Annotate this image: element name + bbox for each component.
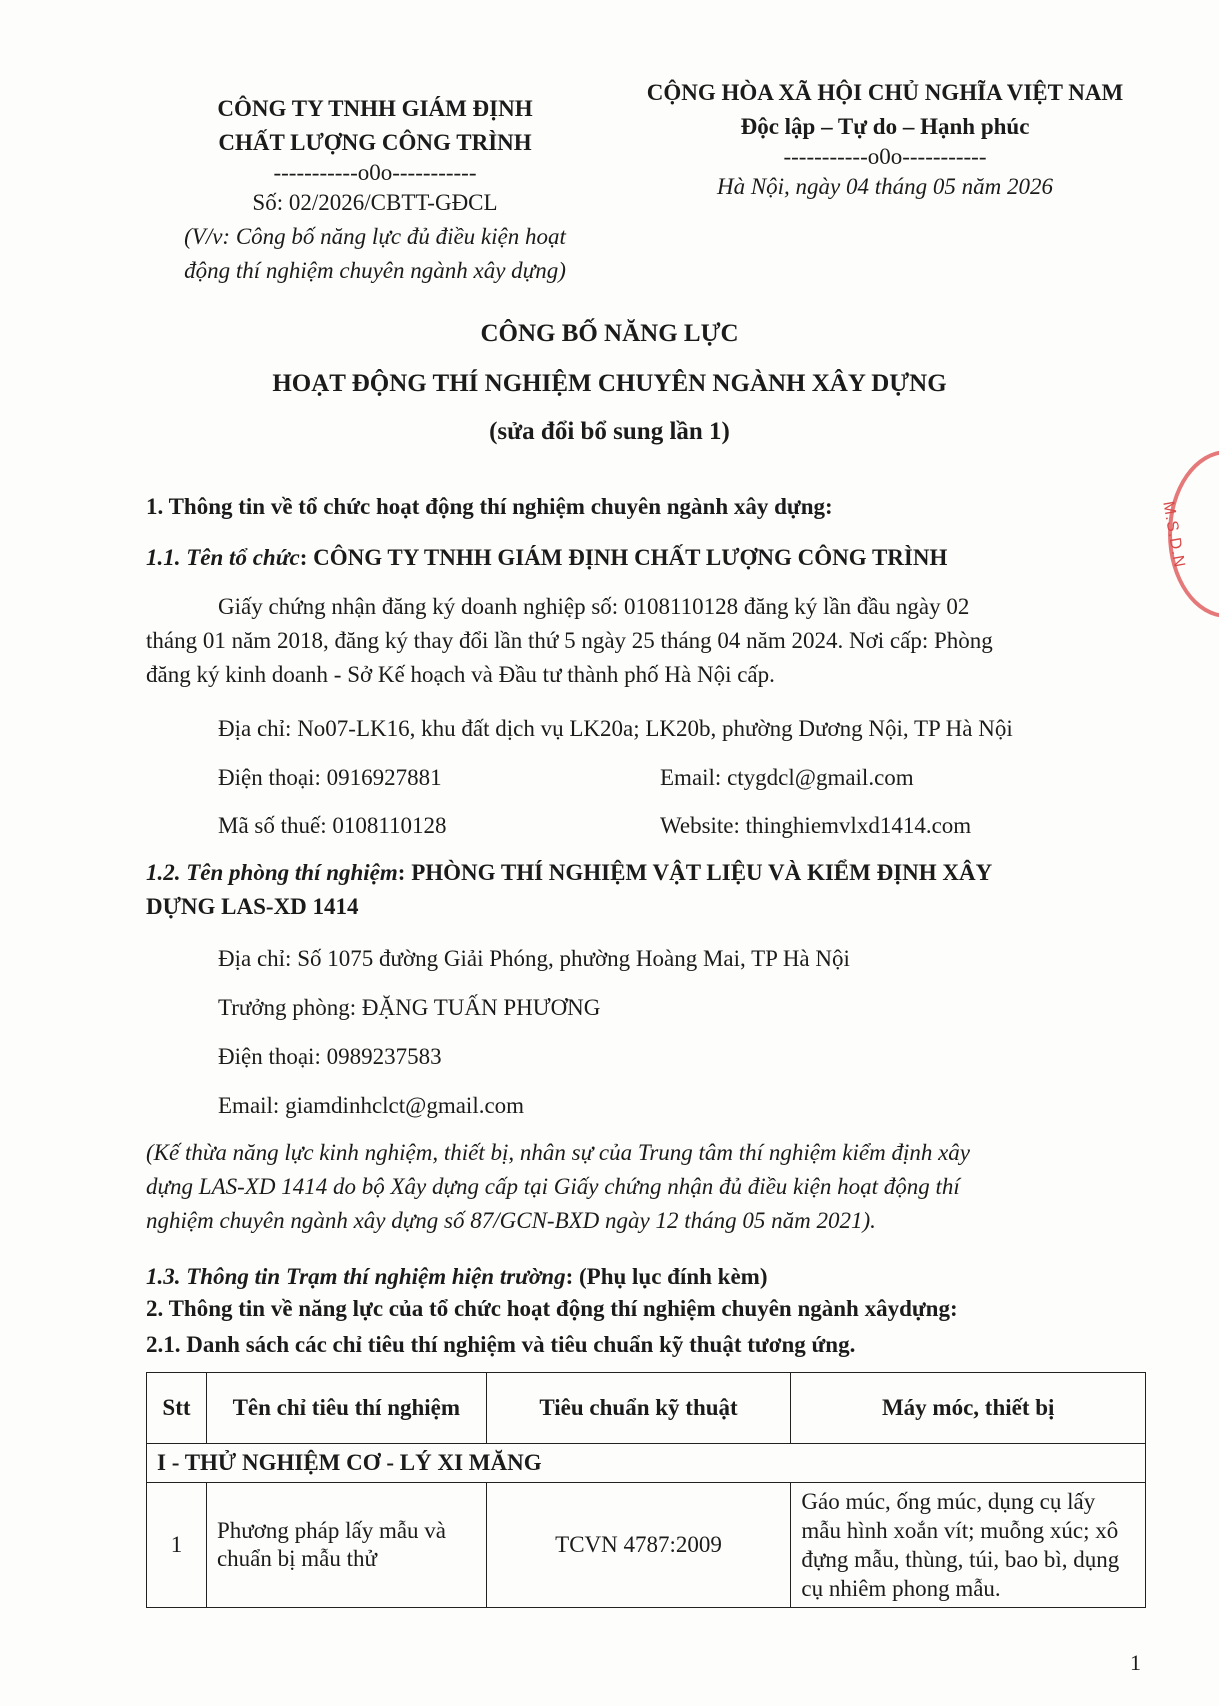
- inheritance-note: [146, 1136, 1138, 1238]
- issuer-block: [140, 92, 610, 288]
- registration-line2: tháng 01 năm 2018, đăng ký thay đổi lần thứ 5 ngày 25 tháng 04 năm 2024. Nơi cấp: Phòng: [146, 628, 993, 653]
- lab-name-block: [146, 856, 1146, 924]
- inherit-line2: dựng LAS-XD 1414 do bộ Xây dựng cấp tại Giấy chứng nhận đủ điều kiện hoạt động thí: [146, 1174, 960, 1199]
- row-test-name: Phương pháp lấy mẫu và chuẩn bị mẫu thử: [206, 1483, 486, 1608]
- org-phone: Điện thoại: 0916927881: [218, 765, 442, 790]
- doc-title-line1: CÔNG BỐ NĂNG LỰC: [480, 320, 739, 347]
- issue-date: Hà Nội, ngày 04 tháng 05 năm 2026: [716, 174, 1054, 199]
- org-website: Website: thinghiemvlxd1414.com: [660, 813, 972, 838]
- motto: Độc lập – Tự do – Hạnh phúc: [740, 114, 1030, 139]
- station-value: : (Phụ lục đính kèm): [565, 1264, 768, 1289]
- lab-name-line1: : PHÒNG THÍ NGHIỆM VẬT LIỆU VÀ KIỂM ĐỊNH XÂY: [397, 860, 993, 885]
- nation-block: [610, 76, 1160, 204]
- row-equipment: Gáo múc, ống múc, dụng cụ lấy mẫu hình xoắn vít; muỗng xúc; xô đựng mẫu, thùng, túi, bao bì, dụng cụ nhiêm phong mẫu.: [791, 1483, 1146, 1608]
- doc-number: Số: 02/2026/CBTT-GĐCL: [252, 190, 498, 215]
- company-name-line1: CÔNG TY TNHH GIÁM ĐỊNH: [217, 96, 533, 121]
- registration-line1: Giấy chứng nhận đăng ký doanh nghiệp số: 0108110128 đăng ký lần đầu ngày 02: [218, 594, 970, 619]
- table-header-row: [147, 1373, 1146, 1444]
- section2-subheading: 2.1. Danh sách các chỉ tiêu thí nghiệm và tiêu chuẩn kỹ thuật tương ứng.: [146, 1332, 856, 1357]
- org-name-line: [146, 541, 947, 575]
- row-standard: TCVN 4787:2009: [486, 1483, 791, 1608]
- lab-phone: Điện thoại: 0989237583: [218, 1044, 442, 1069]
- org-name: : CÔNG TY TNHH GIÁM ĐỊNH CHẤT LƯỢNG CÔNG TRÌNH: [299, 545, 948, 570]
- company-name-line2: CHẤT LƯỢNG CÔNG TRÌNH: [218, 130, 532, 155]
- seal-text: M.S.D.N: [1159, 500, 1188, 570]
- page-number: 1: [1130, 1650, 1141, 1675]
- org-label: 1.1. Tên tổ chức: [146, 545, 300, 570]
- col-header-test-name: Tên chỉ tiêu thí nghiệm: [206, 1373, 486, 1444]
- doc-title-line3: (sửa đổi bổ sung lần 1): [489, 418, 730, 445]
- subject-line2: động thí nghiệm chuyên ngành xây dựng): [184, 258, 566, 283]
- doc-title-line2: HOẠT ĐỘNG THÍ NGHIỆM CHUYÊN NGÀNH XÂY DỰNG: [272, 370, 947, 397]
- inherit-line3: nghiệm chuyên ngành xây dựng số 87/GCN-BXD ngày 12 tháng 05 năm 2021).: [146, 1208, 876, 1233]
- station-line: [146, 1260, 768, 1294]
- station-label: 1.3. Thông tin Trạm thí nghiệm hiện trường: [146, 1264, 566, 1289]
- col-header-stt: Stt: [147, 1373, 207, 1444]
- lab-email: Email: giamdinhclct@gmail.com: [218, 1093, 525, 1118]
- section1-heading: 1. Thông tin về tổ chức hoạt động thí nghiệm chuyên ngành xây dựng:: [146, 494, 833, 519]
- lab-name-line2: DỰNG LAS-XD 1414: [146, 894, 359, 919]
- inherit-line1: (Kế thừa năng lực kinh nghiệm, thiết bị, nhân sự của Trung tâm thí nghiệm kiểm định xây: [146, 1140, 971, 1165]
- col-header-standard: Tiêu chuẩn kỹ thuật: [486, 1373, 791, 1444]
- table-group-row: [147, 1444, 1146, 1483]
- section2-heading: 2. Thông tin về năng lực của tổ chức hoạt động thí nghiệm chuyên ngành xâydựng:: [146, 1296, 958, 1321]
- subject-line1: (V/v: Công bố năng lực đủ điều kiện hoạt: [184, 224, 566, 249]
- registration-line3: đăng ký kinh doanh - Sở Kế hoạch và Đầu tư thành phố Hà Nội cấp.: [146, 662, 775, 687]
- row-stt: 1: [147, 1483, 207, 1608]
- registration-paragraph: [146, 590, 1138, 692]
- lab-label: 1.2. Tên phòng thí nghiệm: [146, 860, 398, 885]
- org-tax-code: Mã số thuế: 0108110128: [218, 813, 447, 838]
- org-address: Địa chỉ: No07-LK16, khu đất dịch vụ LK20a; LK20b, phường Dương Nội, TP Hà Nội: [218, 716, 1013, 741]
- group-title: I - THỬ NGHIỆM CƠ - LÝ XI MĂNG: [147, 1444, 1146, 1483]
- org-email: Email: ctygdcl@gmail.com: [660, 765, 914, 790]
- nation-name: CỘNG HÒA XÃ HỘI CHỦ NGHĨA VIỆT NAM: [646, 80, 1124, 105]
- table-row: [147, 1483, 1146, 1608]
- lab-head: Trưởng phòng: ĐẶNG TUẤN PHƯƠNG: [218, 995, 601, 1020]
- separator: -----------o0o-----------: [783, 144, 987, 169]
- test-criteria-table: [146, 1372, 1146, 1608]
- separator: -----------o0o-----------: [273, 160, 477, 185]
- col-header-equipment: Máy móc, thiết bị: [791, 1373, 1146, 1444]
- lab-address: Địa chỉ: Số 1075 đường Giải Phóng, phường Hoàng Mai, TP Hà Nội: [218, 946, 850, 971]
